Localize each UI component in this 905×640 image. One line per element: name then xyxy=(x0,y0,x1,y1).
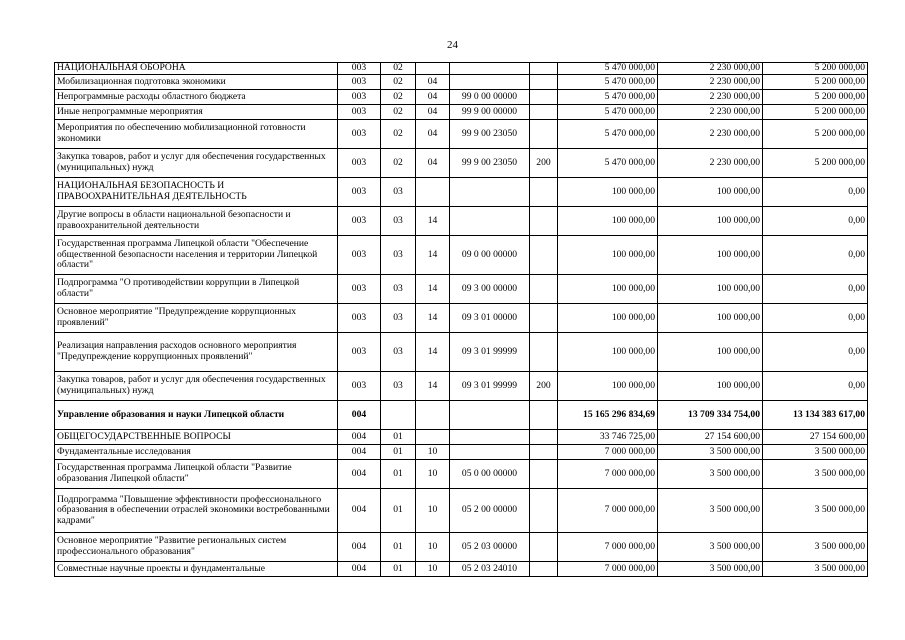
cell-amount-year-3: 5 200 000,00 xyxy=(763,120,868,149)
cell-amount-year-1: 15 165 296 834,69 xyxy=(558,401,658,430)
cell-subsection-code: 10 xyxy=(416,489,450,533)
cell-section-code: 01 xyxy=(381,562,416,577)
table-row xyxy=(55,75,868,90)
cell-subsection-code: 14 xyxy=(416,333,450,372)
cell-amount-year-2: 100 000,00 xyxy=(658,178,763,207)
cell-subsection-code: 14 xyxy=(416,236,450,275)
cell-section-code: 03 xyxy=(381,207,416,236)
cell-expense-type-code xyxy=(530,430,558,445)
cell-admin-code: 003 xyxy=(338,90,381,105)
cell-admin-code: 003 xyxy=(338,63,381,75)
cell-admin-code: 003 xyxy=(338,75,381,90)
cell-amount-year-1: 7 000 000,00 xyxy=(558,533,658,562)
cell-expense-type-code xyxy=(530,489,558,533)
cell-expense-type-code xyxy=(530,63,558,75)
cell-admin-code: 003 xyxy=(338,105,381,120)
cell-name: НАЦИОНАЛЬНАЯ ОБОРОНА xyxy=(55,63,338,75)
cell-expense-type-code xyxy=(530,562,558,577)
cell-expense-type-code xyxy=(530,207,558,236)
cell-section-code: 02 xyxy=(381,149,416,178)
cell-admin-code: 004 xyxy=(338,445,381,460)
cell-amount-year-3: 5 200 000,00 xyxy=(763,63,868,75)
cell-admin-code: 003 xyxy=(338,236,381,275)
cell-amount-year-3: 27 154 600,00 xyxy=(763,430,868,445)
cell-amount-year-2: 100 000,00 xyxy=(658,372,763,401)
cell-amount-year-3: 0,00 xyxy=(763,304,868,333)
table-row xyxy=(55,63,868,75)
cell-subsection-code: 14 xyxy=(416,275,450,304)
cell-amount-year-1: 7 000 000,00 xyxy=(558,460,658,489)
cell-amount-year-1: 7 000 000,00 xyxy=(558,489,658,533)
cell-name: Иные непрограммные мероприятия xyxy=(55,105,338,120)
cell-admin-code: 004 xyxy=(338,489,381,533)
cell-name: Реализация направления расходов основного мероприятия "Предупреждение коррупционных проявлений" xyxy=(55,333,338,372)
cell-amount-year-1: 100 000,00 xyxy=(558,207,658,236)
cell-expense-type-code xyxy=(530,533,558,562)
cell-admin-code: 003 xyxy=(338,207,381,236)
cell-section-code: 03 xyxy=(381,304,416,333)
table-row xyxy=(55,562,868,577)
cell-name: Основное мероприятие "Развитие региональных систем профессионального образования" xyxy=(55,533,338,562)
cell-name: Государственная программа Липецкой области "Развитие образования Липецкой области" xyxy=(55,460,338,489)
cell-amount-year-2: 100 000,00 xyxy=(658,333,763,372)
cell-amount-year-3: 0,00 xyxy=(763,275,868,304)
cell-amount-year-2: 27 154 600,00 xyxy=(658,430,763,445)
cell-target-item-code: 99 9 00 23050 xyxy=(450,120,530,149)
cell-amount-year-2: 2 230 000,00 xyxy=(658,149,763,178)
cell-amount-year-2: 3 500 000,00 xyxy=(658,533,763,562)
cell-admin-code: 004 xyxy=(338,430,381,445)
cell-expense-type-code xyxy=(530,90,558,105)
cell-expense-type-code: 200 xyxy=(530,149,558,178)
cell-target-item-code: 05 0 00 00000 xyxy=(450,460,530,489)
cell-expense-type-code xyxy=(530,120,558,149)
table-row xyxy=(55,372,868,401)
cell-amount-year-2: 100 000,00 xyxy=(658,304,763,333)
cell-amount-year-1: 5 470 000,00 xyxy=(558,105,658,120)
table-row xyxy=(55,489,868,533)
cell-target-item-code xyxy=(450,63,530,75)
cell-section-code xyxy=(381,401,416,430)
cell-admin-code: 003 xyxy=(338,120,381,149)
cell-amount-year-2: 2 230 000,00 xyxy=(658,105,763,120)
cell-target-item-code: 99 0 00 00000 xyxy=(450,90,530,105)
cell-expense-type-code xyxy=(530,178,558,207)
table-row xyxy=(55,401,868,430)
cell-amount-year-1: 5 470 000,00 xyxy=(558,90,658,105)
cell-name: Непрограммные расходы областного бюджета xyxy=(55,90,338,105)
cell-amount-year-1: 100 000,00 xyxy=(558,372,658,401)
cell-subsection-code: 14 xyxy=(416,372,450,401)
cell-admin-code: 004 xyxy=(338,533,381,562)
cell-subsection-code: 04 xyxy=(416,75,450,90)
cell-target-item-code xyxy=(450,75,530,90)
cell-target-item-code: 09 3 01 00000 xyxy=(450,304,530,333)
table-row xyxy=(55,149,868,178)
cell-amount-year-2: 100 000,00 xyxy=(658,236,763,275)
cell-amount-year-3: 3 500 000,00 xyxy=(763,562,868,577)
cell-expense-type-code xyxy=(530,75,558,90)
cell-expense-type-code xyxy=(530,333,558,372)
cell-amount-year-3: 3 500 000,00 xyxy=(763,489,868,533)
cell-expense-type-code xyxy=(530,236,558,275)
cell-target-item-code xyxy=(450,445,530,460)
cell-expense-type-code xyxy=(530,275,558,304)
cell-amount-year-3: 0,00 xyxy=(763,236,868,275)
cell-target-item-code: 99 9 00 23050 xyxy=(450,149,530,178)
table-row xyxy=(55,445,868,460)
cell-subsection-code xyxy=(416,401,450,430)
cell-admin-code: 003 xyxy=(338,178,381,207)
cell-name: Подпрограмма "Повышение эффективности профессионального образования в обеспечении отраслей экономики востребованными кадрами" xyxy=(55,489,338,533)
cell-amount-year-2: 2 230 000,00 xyxy=(658,120,763,149)
cell-subsection-code: 14 xyxy=(416,304,450,333)
cell-section-code: 01 xyxy=(381,489,416,533)
cell-name: ОБЩЕГОСУДАРСТВЕННЫЕ ВОПРОСЫ xyxy=(55,430,338,445)
cell-name: Совместные научные проекты и фундаментальные xyxy=(55,562,338,577)
cell-target-item-code: 09 0 00 00000 xyxy=(450,236,530,275)
cell-subsection-code: 10 xyxy=(416,562,450,577)
table-row xyxy=(55,105,868,120)
cell-amount-year-3: 5 200 000,00 xyxy=(763,105,868,120)
table-row xyxy=(55,90,868,105)
cell-amount-year-2: 3 500 000,00 xyxy=(658,489,763,533)
cell-expense-type-code xyxy=(530,304,558,333)
cell-expense-type-code xyxy=(530,445,558,460)
cell-admin-code: 003 xyxy=(338,149,381,178)
cell-admin-code: 003 xyxy=(338,372,381,401)
cell-amount-year-3: 5 200 000,00 xyxy=(763,90,868,105)
table-row xyxy=(55,275,868,304)
cell-section-code: 01 xyxy=(381,533,416,562)
cell-amount-year-3: 3 500 000,00 xyxy=(763,533,868,562)
cell-section-code: 02 xyxy=(381,120,416,149)
cell-subsection-code: 10 xyxy=(416,460,450,489)
cell-amount-year-1: 100 000,00 xyxy=(558,236,658,275)
cell-subsection-code: 04 xyxy=(416,90,450,105)
cell-admin-code: 004 xyxy=(338,460,381,489)
budget-table xyxy=(54,62,868,577)
cell-name: Управление образования и науки Липецкой области xyxy=(55,401,338,430)
cell-name: Мобилизационная подготовка экономики xyxy=(55,75,338,90)
cell-section-code: 03 xyxy=(381,236,416,275)
cell-section-code: 02 xyxy=(381,63,416,75)
cell-amount-year-3: 13 134 383 617,00 xyxy=(763,401,868,430)
cell-amount-year-3: 0,00 xyxy=(763,372,868,401)
cell-amount-year-3: 5 200 000,00 xyxy=(763,149,868,178)
cell-target-item-code: 05 2 03 00000 xyxy=(450,533,530,562)
cell-target-item-code xyxy=(450,178,530,207)
cell-amount-year-3: 3 500 000,00 xyxy=(763,445,868,460)
table-row xyxy=(55,120,868,149)
cell-amount-year-1: 100 000,00 xyxy=(558,333,658,372)
cell-target-item-code xyxy=(450,401,530,430)
cell-subsection-code: 14 xyxy=(416,207,450,236)
page-number: 24 xyxy=(447,39,458,51)
cell-admin-code: 004 xyxy=(338,562,381,577)
cell-name: Другие вопросы в области национальной безопасности и правоохранительной деятельности xyxy=(55,207,338,236)
cell-amount-year-2: 3 500 000,00 xyxy=(658,460,763,489)
cell-section-code: 01 xyxy=(381,430,416,445)
cell-expense-type-code: 200 xyxy=(530,372,558,401)
cell-name: Фундаментальные исследования xyxy=(55,445,338,460)
cell-admin-code: 004 xyxy=(338,401,381,430)
table-row xyxy=(55,460,868,489)
cell-expense-type-code xyxy=(530,401,558,430)
cell-admin-code: 003 xyxy=(338,275,381,304)
table-row xyxy=(55,430,868,445)
table-row xyxy=(55,333,868,372)
cell-subsection-code: 10 xyxy=(416,533,450,562)
cell-section-code: 03 xyxy=(381,178,416,207)
cell-amount-year-1: 5 470 000,00 xyxy=(558,75,658,90)
cell-subsection-code: 04 xyxy=(416,120,450,149)
table-row xyxy=(55,236,868,275)
cell-amount-year-2: 3 500 000,00 xyxy=(658,445,763,460)
cell-target-item-code: 09 3 01 99999 xyxy=(450,333,530,372)
cell-target-item-code xyxy=(450,430,530,445)
cell-name: Мероприятия по обеспечению мобилизационной готовности экономики xyxy=(55,120,338,149)
cell-section-code: 01 xyxy=(381,445,416,460)
table-row xyxy=(55,533,868,562)
cell-amount-year-3: 0,00 xyxy=(763,333,868,372)
cell-subsection-code xyxy=(416,430,450,445)
cell-admin-code: 003 xyxy=(338,304,381,333)
cell-section-code: 03 xyxy=(381,372,416,401)
cell-name: Государственная программа Липецкой области "Обеспечение общественной безопасности населения и территории Липецкой области" xyxy=(55,236,338,275)
cell-subsection-code: 04 xyxy=(416,105,450,120)
cell-name: Закупка товаров, работ и услуг для обеспечения государственных (муниципальных) нужд xyxy=(55,372,338,401)
table-row xyxy=(55,304,868,333)
cell-name: Закупка товаров, работ и услуг для обеспечения государственных (муниципальных) нужд xyxy=(55,149,338,178)
cell-amount-year-1: 100 000,00 xyxy=(558,304,658,333)
cell-amount-year-1: 100 000,00 xyxy=(558,275,658,304)
cell-section-code: 02 xyxy=(381,90,416,105)
cell-target-item-code: 09 3 00 00000 xyxy=(450,275,530,304)
cell-name: Подпрограмма "О противодействии коррупции в Липецкой области" xyxy=(55,275,338,304)
cell-amount-year-1: 7 000 000,00 xyxy=(558,445,658,460)
cell-amount-year-2: 100 000,00 xyxy=(658,207,763,236)
cell-amount-year-3: 0,00 xyxy=(763,178,868,207)
cell-amount-year-2: 100 000,00 xyxy=(658,275,763,304)
cell-target-item-code: 05 2 00 00000 xyxy=(450,489,530,533)
cell-amount-year-1: 5 470 000,00 xyxy=(558,63,658,75)
cell-amount-year-2: 2 230 000,00 xyxy=(658,75,763,90)
cell-amount-year-2: 13 709 334 754,00 xyxy=(658,401,763,430)
cell-admin-code: 003 xyxy=(338,333,381,372)
cell-target-item-code: 09 3 01 99999 xyxy=(450,372,530,401)
cell-amount-year-2: 3 500 000,00 xyxy=(658,562,763,577)
table-row xyxy=(55,178,868,207)
cell-target-item-code: 99 9 00 00000 xyxy=(450,105,530,120)
cell-amount-year-1: 33 746 725,00 xyxy=(558,430,658,445)
cell-section-code: 02 xyxy=(381,75,416,90)
cell-section-code: 03 xyxy=(381,275,416,304)
cell-subsection-code: 10 xyxy=(416,445,450,460)
cell-amount-year-3: 5 200 000,00 xyxy=(763,75,868,90)
cell-amount-year-1: 7 000 000,00 xyxy=(558,562,658,577)
cell-expense-type-code xyxy=(530,105,558,120)
cell-subsection-code xyxy=(416,63,450,75)
cell-amount-year-2: 2 230 000,00 xyxy=(658,63,763,75)
cell-target-item-code xyxy=(450,207,530,236)
cell-amount-year-3: 3 500 000,00 xyxy=(763,460,868,489)
cell-target-item-code: 05 2 03 24010 xyxy=(450,562,530,577)
cell-amount-year-3: 0,00 xyxy=(763,207,868,236)
table-row xyxy=(55,207,868,236)
cell-name: Основное мероприятие "Предупреждение коррупционных проявлений" xyxy=(55,304,338,333)
cell-section-code: 03 xyxy=(381,333,416,372)
cell-section-code: 01 xyxy=(381,460,416,489)
cell-amount-year-1: 5 470 000,00 xyxy=(558,149,658,178)
cell-subsection-code xyxy=(416,178,450,207)
cell-amount-year-1: 5 470 000,00 xyxy=(558,120,658,149)
cell-amount-year-1: 100 000,00 xyxy=(558,178,658,207)
cell-name: НАЦИОНАЛЬНАЯ БЕЗОПАСНОСТЬ И ПРАВООХРАНИТЕЛЬНАЯ ДЕЯТЕЛЬНОСТЬ xyxy=(55,178,338,207)
cell-amount-year-2: 2 230 000,00 xyxy=(658,90,763,105)
cell-expense-type-code xyxy=(530,460,558,489)
cell-subsection-code: 04 xyxy=(416,149,450,178)
cell-section-code: 02 xyxy=(381,105,416,120)
